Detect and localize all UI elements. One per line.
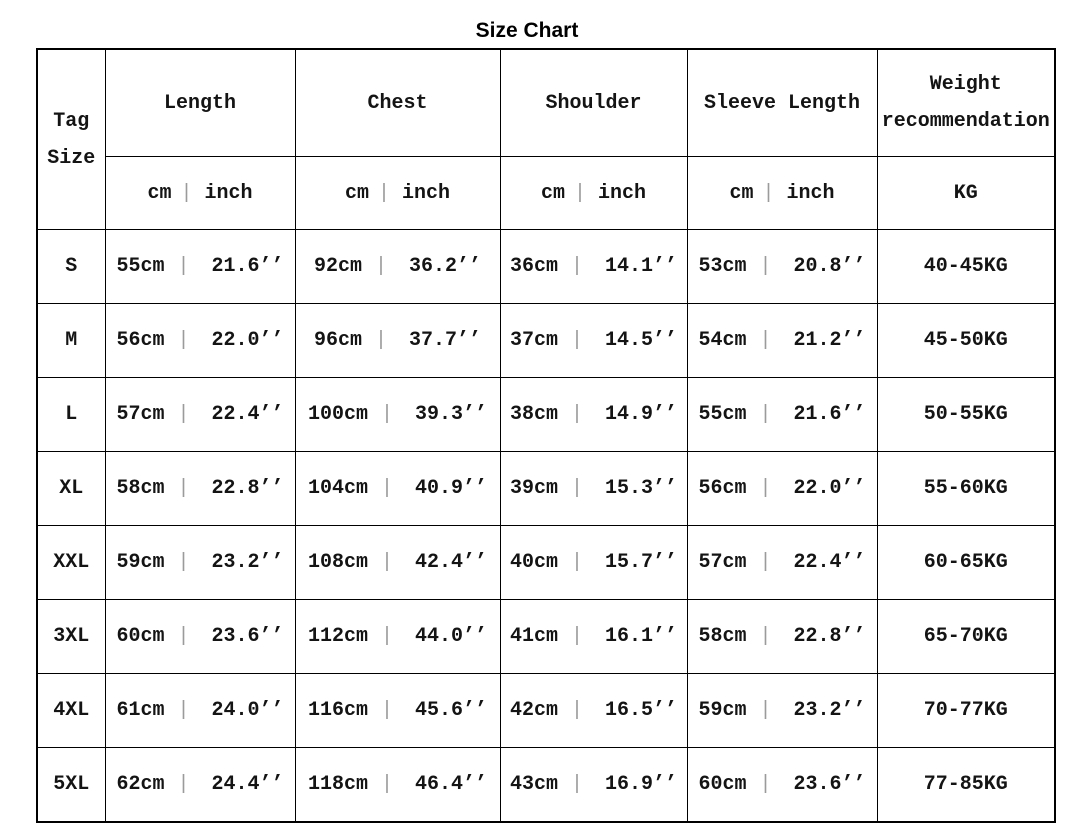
unit-separator: |: [570, 699, 583, 722]
measurement: [296, 773, 500, 796]
measurement: [501, 773, 687, 796]
unit-separator: |: [759, 699, 772, 722]
measurement: [688, 329, 877, 352]
weight-cell: 55-60KG: [877, 452, 1055, 526]
inch-value: 20.8’’: [793, 255, 866, 278]
measurement: [296, 699, 500, 722]
cm-value: 43cm: [509, 773, 558, 796]
length-cell: [105, 748, 295, 823]
size-cell: XL: [37, 452, 105, 526]
size-cell: 5XL: [37, 748, 105, 823]
unit-separator: |: [570, 255, 583, 278]
table-row: [37, 304, 1055, 378]
sleeve-cell: [687, 378, 877, 452]
measurement: [296, 329, 500, 352]
weight-cell: 65-70KG: [877, 600, 1055, 674]
cm-value: 62cm: [116, 773, 165, 796]
length-cell: [105, 378, 295, 452]
table-row: [37, 378, 1055, 452]
cm-value: 56cm: [116, 329, 165, 352]
measurement: [106, 329, 295, 352]
unit-separator: |: [177, 551, 190, 574]
weight-cell: 45-50KG: [877, 304, 1055, 378]
unit-inch: inch: [402, 181, 451, 205]
cm-value: 100cm: [307, 403, 368, 426]
size-cell: XXL: [37, 526, 105, 600]
cm-value: 54cm: [698, 329, 747, 352]
size-cell: L: [37, 378, 105, 452]
weight-header-line1: Weight: [929, 73, 1002, 96]
sleeve-cell: [687, 600, 877, 674]
cm-value: 56cm: [698, 477, 747, 500]
length-cell: [105, 304, 295, 378]
inch-value: 23.2’’: [211, 551, 284, 574]
measurement: [106, 403, 295, 426]
size-cell: M: [37, 304, 105, 378]
unit-separator: |: [374, 329, 387, 352]
table-row: [37, 526, 1055, 600]
measurement: [688, 551, 877, 574]
size-cell: 4XL: [37, 674, 105, 748]
cm-value: 40cm: [509, 551, 558, 574]
cm-value: 61cm: [116, 699, 165, 722]
shoulder-cell: [500, 378, 687, 452]
chest-cell: [295, 304, 500, 378]
measurement: [501, 403, 687, 426]
inch-value: 22.8’’: [793, 625, 866, 648]
inch-value: 22.0’’: [793, 477, 866, 500]
measurement: [501, 477, 687, 500]
column-header-shoulder: Shoulder: [500, 49, 687, 157]
unit-separator: |: [177, 403, 190, 426]
length-cell: [105, 230, 295, 304]
inch-value: 14.9’’: [605, 403, 678, 426]
cm-value: 60cm: [698, 773, 747, 796]
cm-value: 58cm: [116, 477, 165, 500]
measurement: [688, 403, 877, 426]
unit-separator: |: [759, 255, 772, 278]
inch-value: 36.2’’: [409, 255, 482, 278]
unit-separator: |: [380, 477, 393, 500]
size-chart-table: [36, 48, 1056, 823]
cm-value: 112cm: [307, 625, 368, 648]
measurement: [688, 625, 877, 648]
inch-value: 21.6’’: [211, 255, 284, 278]
table-row: [37, 674, 1055, 748]
weight-header-line2: recommendation: [881, 110, 1050, 133]
measurement: [296, 255, 500, 278]
inch-value: 23.6’’: [793, 773, 866, 796]
inch-value: 14.1’’: [605, 255, 678, 278]
inch-value: 15.3’’: [605, 477, 678, 500]
cm-value: 53cm: [698, 255, 747, 278]
cm-value: 39cm: [509, 477, 558, 500]
unit-separator: |: [759, 403, 772, 426]
unit-pair: [688, 182, 877, 205]
unit-separator: |: [759, 329, 772, 352]
measurement: [296, 477, 500, 500]
inch-value: 46.4’’: [415, 773, 488, 796]
measurement: [296, 551, 500, 574]
unit-pair: [296, 182, 500, 205]
inch-value: 39.3’’: [415, 403, 488, 426]
unit-separator: |: [759, 477, 772, 500]
unit-separator: |: [380, 551, 393, 574]
sleeve-cell: [687, 748, 877, 823]
column-header-sleeve: Sleeve Length: [687, 49, 877, 157]
unit-pair: [106, 182, 295, 205]
inch-value: 15.7’’: [605, 551, 678, 574]
unit-inch: inch: [204, 181, 253, 205]
inch-value: 16.5’’: [605, 699, 678, 722]
unit-header-weight: KG: [877, 157, 1055, 230]
measurement: [688, 699, 877, 722]
weight-cell: 70-77KG: [877, 674, 1055, 748]
unit-header-length: [105, 157, 295, 230]
unit-inch: inch: [786, 181, 835, 205]
tag-size-line1: Tag: [53, 109, 90, 133]
measurement: [501, 255, 687, 278]
weight-cell: 50-55KG: [877, 378, 1055, 452]
unit-separator: |: [380, 773, 393, 796]
length-cell: [105, 674, 295, 748]
measurement: [688, 773, 877, 796]
unit-separator: |: [380, 699, 393, 722]
cm-value: 108cm: [307, 551, 368, 574]
unit-separator: |: [180, 181, 193, 205]
unit-cm: cm: [344, 181, 369, 205]
inch-value: 24.4’’: [211, 773, 284, 796]
measurement: [501, 625, 687, 648]
unit-separator: |: [380, 625, 393, 648]
shoulder-cell: [500, 230, 687, 304]
header-unit-row: [37, 157, 1055, 230]
cm-value: 42cm: [509, 699, 558, 722]
unit-inch: inch: [598, 181, 647, 205]
unit-separator: |: [570, 625, 583, 648]
unit-header-chest: [295, 157, 500, 230]
weight-cell: 60-65KG: [877, 526, 1055, 600]
inch-value: 23.2’’: [793, 699, 866, 722]
cm-value: 96cm: [313, 329, 362, 352]
table-row: [37, 230, 1055, 304]
tag-size-line2: Size: [47, 146, 96, 170]
unit-separator: |: [177, 255, 190, 278]
cm-value: 41cm: [509, 625, 558, 648]
table-row: [37, 452, 1055, 526]
cm-value: 55cm: [116, 255, 165, 278]
measurement: [106, 551, 295, 574]
cm-value: 92cm: [313, 255, 362, 278]
cm-value: 104cm: [307, 477, 368, 500]
cm-value: 58cm: [698, 625, 747, 648]
unit-separator: |: [380, 403, 393, 426]
length-cell: [105, 600, 295, 674]
size-cell: 3XL: [37, 600, 105, 674]
inch-value: 21.2’’: [793, 329, 866, 352]
unit-separator: |: [177, 773, 190, 796]
inch-value: 14.5’’: [605, 329, 678, 352]
tag-size-header-cell: [37, 49, 105, 230]
unit-separator: |: [570, 773, 583, 796]
inch-value: 21.6’’: [793, 403, 866, 426]
unit-separator: |: [377, 181, 390, 205]
unit-header-sleeve: [687, 157, 877, 230]
unit-header-shoulder: [500, 157, 687, 230]
unit-separator: |: [573, 181, 586, 205]
unit-pair: [501, 182, 687, 205]
table-row: [37, 748, 1055, 823]
page-title: Size Chart: [475, 19, 579, 42]
shoulder-cell: [500, 674, 687, 748]
header-group-row: [37, 49, 1055, 157]
unit-separator: |: [177, 477, 190, 500]
measurement: [501, 551, 687, 574]
unit-separator: |: [759, 773, 772, 796]
chest-cell: [295, 452, 500, 526]
shoulder-cell: [500, 526, 687, 600]
inch-value: 23.6’’: [211, 625, 284, 648]
cm-value: 55cm: [698, 403, 747, 426]
measurement: [296, 625, 500, 648]
column-header-length: Length: [105, 49, 295, 157]
sleeve-cell: [687, 452, 877, 526]
unit-separator: |: [570, 551, 583, 574]
chest-cell: [295, 526, 500, 600]
inch-value: 37.7’’: [409, 329, 482, 352]
measurement: [106, 625, 295, 648]
sleeve-cell: [687, 304, 877, 378]
measurement: [296, 403, 500, 426]
measurement: [106, 255, 295, 278]
chest-cell: [295, 378, 500, 452]
inch-value: 45.6’’: [415, 699, 488, 722]
inch-value: 24.0’’: [211, 699, 284, 722]
measurement: [501, 699, 687, 722]
unit-cm: cm: [540, 181, 565, 205]
cm-value: 59cm: [698, 699, 747, 722]
weight-cell: 77-85KG: [877, 748, 1055, 823]
chest-cell: [295, 600, 500, 674]
inch-value: 42.4’’: [415, 551, 488, 574]
inch-value: 16.9’’: [605, 773, 678, 796]
cm-value: 36cm: [509, 255, 558, 278]
unit-cm: cm: [729, 181, 754, 205]
cm-value: 60cm: [116, 625, 165, 648]
unit-separator: |: [570, 403, 583, 426]
size-cell: S: [37, 230, 105, 304]
shoulder-cell: [500, 304, 687, 378]
cm-value: 38cm: [509, 403, 558, 426]
measurement: [106, 699, 295, 722]
inch-value: 16.1’’: [605, 625, 678, 648]
unit-separator: |: [759, 551, 772, 574]
unit-separator: |: [759, 625, 772, 648]
sleeve-cell: [687, 230, 877, 304]
cm-value: 57cm: [698, 551, 747, 574]
inch-value: 22.0’’: [211, 329, 284, 352]
column-header-weight: [877, 49, 1055, 157]
shoulder-cell: [500, 600, 687, 674]
cm-value: 59cm: [116, 551, 165, 574]
inch-value: 44.0’’: [415, 625, 488, 648]
cm-value: 37cm: [509, 329, 558, 352]
cm-value: 118cm: [307, 773, 368, 796]
chest-cell: [295, 748, 500, 823]
measurement: [688, 477, 877, 500]
unit-cm: cm: [147, 181, 172, 205]
unit-separator: |: [177, 329, 190, 352]
chest-cell: [295, 674, 500, 748]
unit-separator: |: [570, 329, 583, 352]
inch-value: 22.4’’: [793, 551, 866, 574]
inch-value: 40.9’’: [415, 477, 488, 500]
unit-separator: |: [570, 477, 583, 500]
unit-separator: |: [762, 181, 775, 205]
measurement: [106, 477, 295, 500]
inch-value: 22.8’’: [211, 477, 284, 500]
measurement: [688, 255, 877, 278]
chest-cell: [295, 230, 500, 304]
cm-value: 57cm: [116, 403, 165, 426]
unit-separator: |: [177, 625, 190, 648]
inch-value: 22.4’’: [211, 403, 284, 426]
shoulder-cell: [500, 452, 687, 526]
weight-cell: 40-45KG: [877, 230, 1055, 304]
measurement: [501, 329, 687, 352]
column-header-chest: Chest: [295, 49, 500, 157]
unit-separator: |: [374, 255, 387, 278]
shoulder-cell: [500, 748, 687, 823]
length-cell: [105, 452, 295, 526]
length-cell: [105, 526, 295, 600]
table-row: [37, 600, 1055, 674]
unit-separator: |: [177, 699, 190, 722]
sleeve-cell: [687, 526, 877, 600]
sleeve-cell: [687, 674, 877, 748]
measurement: [106, 773, 295, 796]
cm-value: 116cm: [307, 699, 368, 722]
